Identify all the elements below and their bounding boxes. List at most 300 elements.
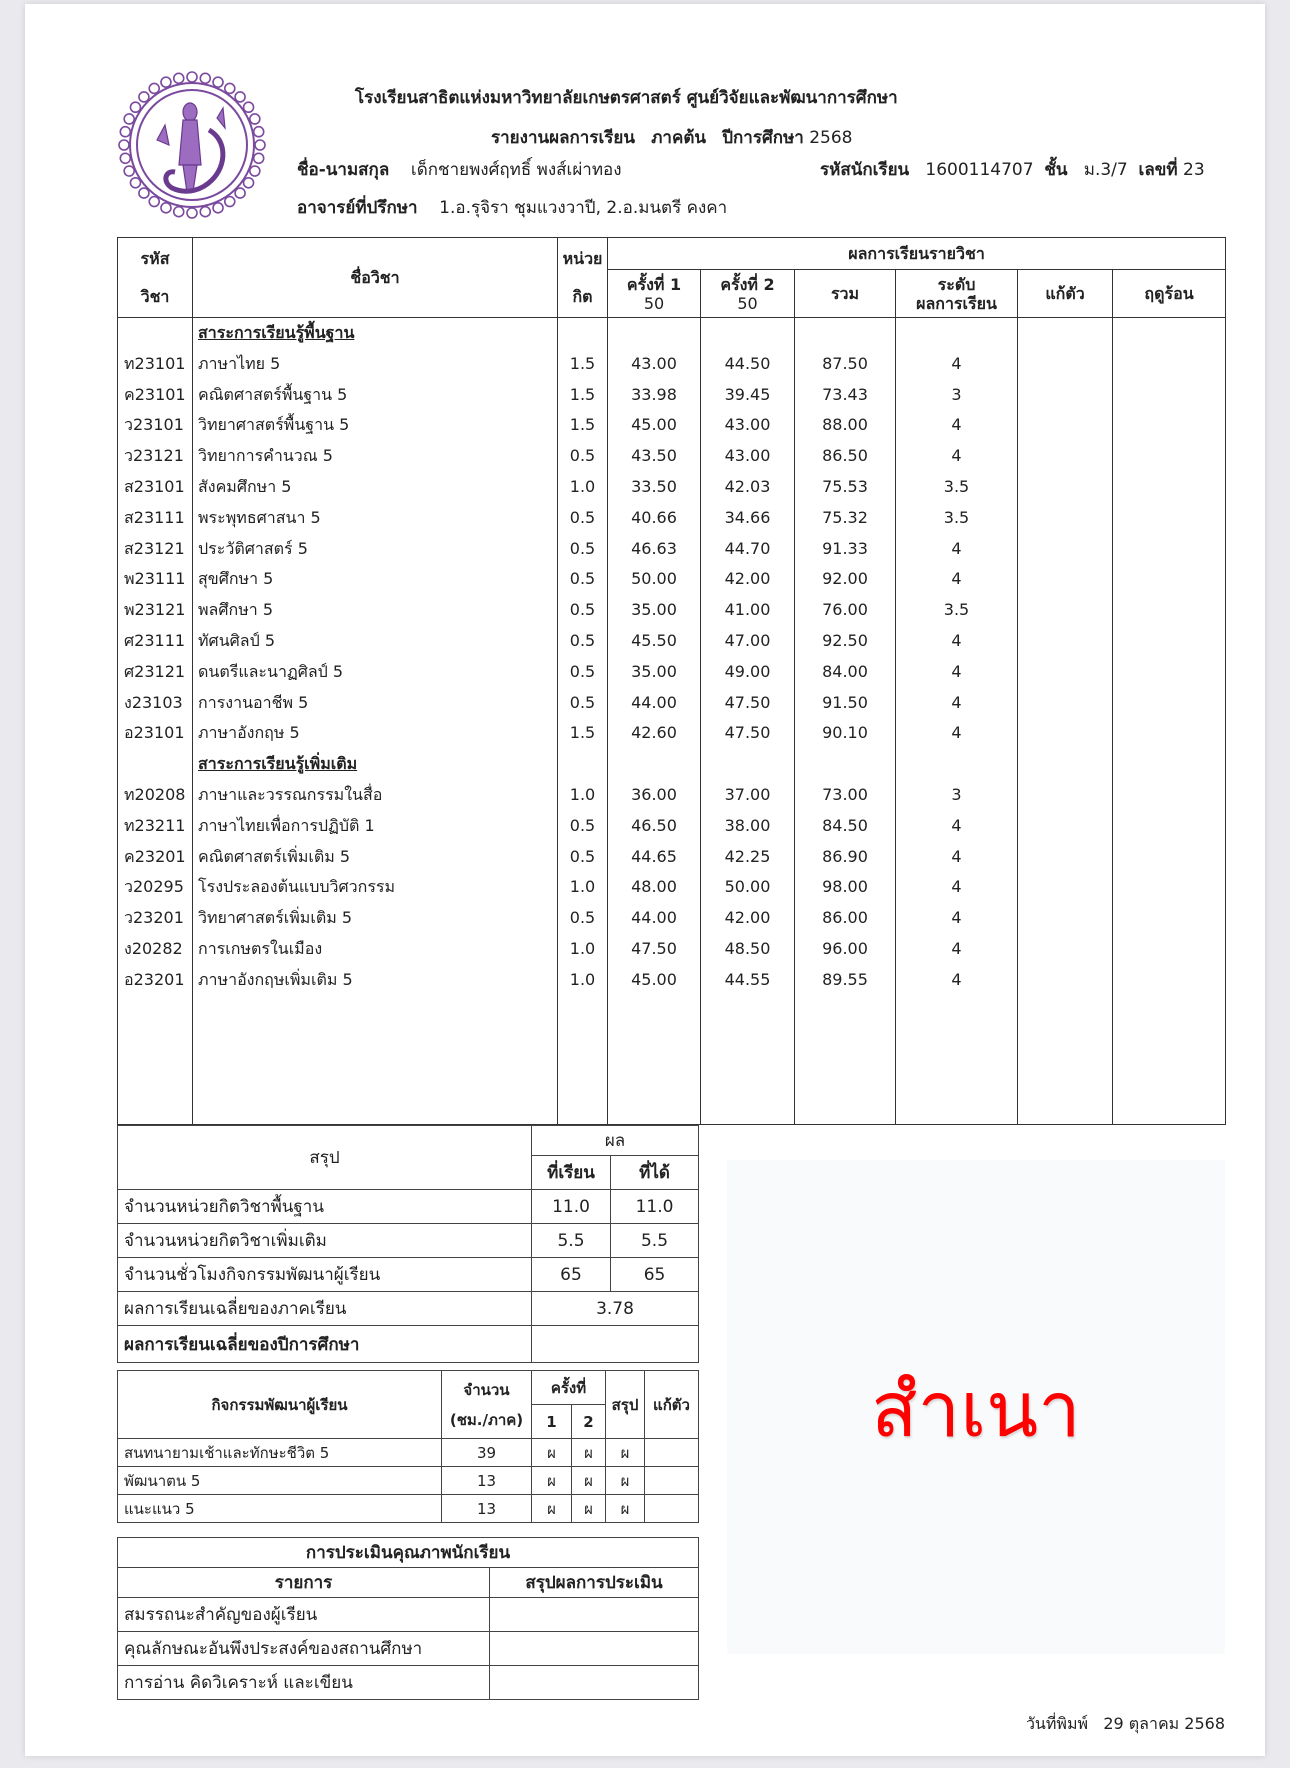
- subject-summer: [1113, 349, 1226, 380]
- summary-studied: 5.5: [532, 1224, 611, 1258]
- subject-row: [118, 534, 1226, 565]
- activity-retake: [645, 1495, 699, 1523]
- emblem-petal: [139, 188, 149, 198]
- subject-row: [118, 349, 1226, 380]
- subject-total: 73.43: [795, 380, 896, 411]
- subject-row: [118, 626, 1226, 657]
- subject-credit: 1.5: [558, 718, 608, 749]
- activity-t1: ผ: [532, 1439, 572, 1467]
- subject-retake: [1018, 534, 1113, 565]
- activity-result: ผ: [606, 1495, 645, 1523]
- subject-row: [118, 564, 1226, 595]
- subject-name: พลศึกษา 5: [193, 595, 558, 626]
- emblem-petal: [187, 208, 197, 218]
- summary-row-label: จำนวนชั่วโมงกิจกรรมพัฒนาผู้เรียน: [118, 1258, 532, 1292]
- subject-total: 75.32: [795, 503, 896, 534]
- summary-table: [117, 1125, 699, 1363]
- quality-label: การอ่าน คิดวิเคราะห์ และเขียน: [118, 1666, 490, 1700]
- quality-result: [490, 1598, 699, 1632]
- subject-summer: [1113, 688, 1226, 719]
- subject-row: [118, 657, 1226, 688]
- subject-exam2: 34.66: [701, 503, 795, 534]
- subject-retake: [1018, 842, 1113, 873]
- subject-row: [118, 965, 1226, 996]
- subject-grade: 4: [896, 934, 1018, 965]
- subject-retake: [1018, 718, 1113, 749]
- subject-credit: 0.5: [558, 842, 608, 873]
- subject-code: ง23103: [118, 688, 193, 719]
- subject-total: 87.50: [795, 349, 896, 380]
- subject-name: สังคมศึกษา 5: [193, 472, 558, 503]
- summary-studied: 65: [532, 1258, 611, 1292]
- subject-total: 73.00: [795, 780, 896, 811]
- subject-exam2: 48.50: [701, 934, 795, 965]
- header-results-group: ผลการเรียนรายวิชา: [608, 238, 1226, 270]
- subject-retake: [1018, 903, 1113, 934]
- subject-credit: 1.0: [558, 934, 608, 965]
- subject-row: [118, 718, 1226, 749]
- empty-cell: [1018, 996, 1113, 1125]
- subject-summer: [1113, 595, 1226, 626]
- subject-credit: 0.5: [558, 441, 608, 472]
- subject-code: ค23201: [118, 842, 193, 873]
- activities-title: กิจกรรมพัฒนาผู้เรียน: [118, 1371, 442, 1439]
- subject-exam2: 42.25: [701, 842, 795, 873]
- subject-name: การงานอาชีพ 5: [193, 688, 558, 719]
- subject-total: 86.00: [795, 903, 896, 934]
- subject-exam1: 43.00: [608, 349, 701, 380]
- subject-total: 88.00: [795, 410, 896, 441]
- empty-cell: [795, 318, 896, 349]
- subject-total: 86.50: [795, 441, 896, 472]
- subject-exam2: 49.00: [701, 657, 795, 688]
- name-label: ชื่อ-นามสกุล: [297, 160, 390, 180]
- subject-code: อ23101: [118, 718, 193, 749]
- subject-summer: [1113, 811, 1226, 842]
- subject-retake: [1018, 965, 1113, 996]
- activity-t2: ผ: [572, 1467, 606, 1495]
- empty-cell: [896, 996, 1018, 1125]
- subject-summer: [1113, 380, 1226, 411]
- subject-exam2: 42.00: [701, 564, 795, 595]
- subject-row: [118, 842, 1226, 873]
- quality-row: [118, 1632, 699, 1666]
- activity-t2: ผ: [572, 1495, 606, 1523]
- subject-code: ค23101: [118, 380, 193, 411]
- header-exam2: ครั้งที่ 2 50: [701, 270, 795, 318]
- subject-row: [118, 811, 1226, 842]
- class-label: ชั้น: [1044, 160, 1068, 180]
- activities-retake-header: แก้ตัว: [645, 1371, 699, 1439]
- print-date-label: วันที่พิมพ์: [1025, 1714, 1089, 1733]
- subject-retake: [1018, 410, 1113, 441]
- emblem-petal: [200, 73, 210, 83]
- subject-exam1: 50.00: [608, 564, 701, 595]
- subject-name: วิทยาศาสตร์พื้นฐาน 5: [193, 410, 558, 441]
- subject-total: 96.00: [795, 934, 896, 965]
- subject-exam2: 43.00: [701, 410, 795, 441]
- summary-earned: 5.5: [611, 1224, 699, 1258]
- subject-name: ภาษาไทย 5: [193, 349, 558, 380]
- subject-exam2: 44.50: [701, 349, 795, 380]
- subject-code: ว23101: [118, 410, 193, 441]
- gpa-year-value: [532, 1326, 699, 1363]
- activity-row: [118, 1467, 699, 1495]
- quality-result: [490, 1632, 699, 1666]
- emblem-petal: [139, 92, 149, 102]
- activities-t1-header: 1: [532, 1405, 572, 1439]
- subject-exam1: 44.00: [608, 688, 701, 719]
- subject-exam2: 44.55: [701, 965, 795, 996]
- emblem-petal: [130, 178, 140, 188]
- empty-cell: [193, 996, 558, 1125]
- subject-total: 75.53: [795, 472, 896, 503]
- header-subject-name: ชื่อวิชา: [193, 238, 558, 318]
- subject-summer: [1113, 534, 1226, 565]
- summary-row: [118, 1258, 699, 1292]
- emblem-petal: [149, 197, 159, 207]
- emblem-petal: [174, 207, 184, 217]
- subject-summer: [1113, 842, 1226, 873]
- section-code-cell: [118, 318, 193, 349]
- emblem-petal: [250, 166, 260, 176]
- activities-table: [117, 1370, 699, 1523]
- summary-earned-header: ที่ได้: [611, 1156, 699, 1190]
- activity-retake: [645, 1439, 699, 1467]
- subject-exam2: 37.00: [701, 780, 795, 811]
- subject-retake: [1018, 626, 1113, 657]
- emblem-petal: [213, 77, 223, 87]
- section-title: สาระการเรียนรู้เพิ่มเติม: [193, 749, 558, 780]
- subject-retake: [1018, 934, 1113, 965]
- empty-cell: [558, 318, 608, 349]
- print-date: [985, 1712, 1225, 1737]
- subject-retake: [1018, 472, 1113, 503]
- summary-studied: 11.0: [532, 1190, 611, 1224]
- emblem-petal: [254, 153, 264, 163]
- subject-row: [118, 595, 1226, 626]
- summary-title: สรุป: [118, 1126, 532, 1190]
- subject-exam1: 43.50: [608, 441, 701, 472]
- print-date-value: 29 ตุลาคม 2568: [1103, 1714, 1225, 1733]
- subject-exam2: 38.00: [701, 811, 795, 842]
- subject-exam1: 46.50: [608, 811, 701, 842]
- subject-exam2: 44.70: [701, 534, 795, 565]
- activity-t1: ผ: [532, 1467, 572, 1495]
- report-title-line: [491, 124, 853, 151]
- activity-hours: 13: [442, 1495, 532, 1523]
- subject-exam1: 48.00: [608, 872, 701, 903]
- student-name: เด็กชายพงศ์ฤทธิ์ พงส์เผ่าทอง: [410, 160, 622, 180]
- subject-summer: [1113, 564, 1226, 595]
- emblem-petal: [161, 77, 171, 87]
- subject-exam1: 36.00: [608, 780, 701, 811]
- subject-total: 90.10: [795, 718, 896, 749]
- subject-summer: [1113, 410, 1226, 441]
- subject-code: ท20208: [118, 780, 193, 811]
- subject-total: 84.00: [795, 657, 896, 688]
- subject-credit: 0.5: [558, 688, 608, 719]
- gpa-semester-label: ผลการเรียนเฉลี่ยของภาคเรียน: [118, 1292, 532, 1326]
- subject-exam2: 41.00: [701, 595, 795, 626]
- emblem-petal: [213, 203, 223, 213]
- subject-retake: [1018, 564, 1113, 595]
- quality-row: [118, 1598, 699, 1632]
- subject-total: 89.55: [795, 965, 896, 996]
- school-emblem-icon: [117, 70, 267, 220]
- quality-label: คุณลักษณะอันพึงประสงค์ของสถานศึกษา: [118, 1632, 490, 1666]
- subject-exam2: 43.00: [701, 441, 795, 472]
- activity-result: ผ: [606, 1439, 645, 1467]
- copy-stamp: สำเนา: [871, 1365, 1081, 1454]
- empty-cell: [701, 749, 795, 780]
- section-header-row: [118, 318, 1226, 349]
- subject-exam1: 45.00: [608, 965, 701, 996]
- section-code-cell: [118, 749, 193, 780]
- subject-total: 86.90: [795, 842, 896, 873]
- subject-credit: 1.0: [558, 872, 608, 903]
- subject-summer: [1113, 934, 1226, 965]
- number-label: เลขที่: [1138, 160, 1178, 180]
- subject-exam1: 47.50: [608, 934, 701, 965]
- quality-row: [118, 1666, 699, 1700]
- subject-row: [118, 903, 1226, 934]
- summary-row: [118, 1224, 699, 1258]
- header-retake: แก้ตัว: [1018, 270, 1113, 318]
- subject-exam1: 44.65: [608, 842, 701, 873]
- subject-exam1: 33.98: [608, 380, 701, 411]
- emblem-petal: [161, 203, 171, 213]
- subject-summer: [1113, 718, 1226, 749]
- emblem-petal: [187, 72, 197, 82]
- subject-total: 92.00: [795, 564, 896, 595]
- subject-code: ท23101: [118, 349, 193, 380]
- subject-grade: 4: [896, 842, 1018, 873]
- emblem-petal: [149, 83, 159, 93]
- subject-retake: [1018, 349, 1113, 380]
- year-label: ปีการศึกษา: [722, 128, 804, 148]
- subject-summer: [1113, 657, 1226, 688]
- subject-exam1: 40.66: [608, 503, 701, 534]
- subject-exam2: 42.03: [701, 472, 795, 503]
- activity-retake: [645, 1467, 699, 1495]
- subject-name: พระพุทธศาสนา 5: [193, 503, 558, 534]
- subject-name: คณิตศาสตร์เพิ่มเติม 5: [193, 842, 558, 873]
- subject-name: ภาษาไทยเพื่อการปฏิบัติ 1: [193, 811, 558, 842]
- subject-exam2: 47.50: [701, 688, 795, 719]
- quality-item-header: รายการ: [118, 1568, 490, 1598]
- subject-credit: 1.5: [558, 410, 608, 441]
- empty-cell: [1018, 318, 1113, 349]
- subject-exam1: 46.63: [608, 534, 701, 565]
- emblem-petal: [225, 83, 235, 93]
- subject-code: ว23201: [118, 903, 193, 934]
- subject-summer: [1113, 965, 1226, 996]
- activities-result-header: สรุป: [606, 1371, 645, 1439]
- subject-row: [118, 441, 1226, 472]
- copy-stamp-box: [727, 1160, 1225, 1654]
- subject-grade: 4: [896, 811, 1018, 842]
- subject-grade: 3: [896, 780, 1018, 811]
- subject-row: [118, 503, 1226, 534]
- subject-row: [118, 410, 1226, 441]
- subject-summer: [1113, 472, 1226, 503]
- gpa-semester-value: 3.78: [532, 1292, 699, 1326]
- subject-total: 92.50: [795, 626, 896, 657]
- subject-code: พ23121: [118, 595, 193, 626]
- activity-result: ผ: [606, 1467, 645, 1495]
- summary-row-label: จำนวนหน่วยกิตวิชาเพิ่มเติม: [118, 1224, 532, 1258]
- quality-result-header: สรุปผลการประเมิน: [490, 1568, 699, 1598]
- emblem-petal: [250, 114, 260, 124]
- subject-exam1: 45.50: [608, 626, 701, 657]
- empty-cell: [795, 749, 896, 780]
- subject-name: ทัศนศิลป์ 5: [193, 626, 558, 657]
- empty-cell: [896, 318, 1018, 349]
- activity-name: พัฒนาตน 5: [118, 1467, 442, 1495]
- subject-grade: 3.5: [896, 503, 1018, 534]
- subject-summer: [1113, 503, 1226, 534]
- section-title: สาระการเรียนรู้พื้นฐาน: [193, 318, 558, 349]
- subject-credit: 1.5: [558, 380, 608, 411]
- subject-grade: 4: [896, 688, 1018, 719]
- year-value: 2568: [809, 128, 853, 148]
- subject-grade: 4: [896, 718, 1018, 749]
- subject-credit: 0.5: [558, 564, 608, 595]
- number-value: 23: [1183, 160, 1205, 180]
- subject-summer: [1113, 903, 1226, 934]
- quality-table: [117, 1537, 699, 1700]
- header-exam1: ครั้งที่ 1 50: [608, 270, 701, 318]
- subject-exam1: 35.00: [608, 595, 701, 626]
- empty-cell: [608, 996, 701, 1125]
- empty-cell: [608, 318, 701, 349]
- report-page: [25, 4, 1265, 1756]
- subject-exam2: 47.00: [701, 626, 795, 657]
- subject-row: [118, 780, 1226, 811]
- subject-code: ว20295: [118, 872, 193, 903]
- summary-result-header: ผล: [532, 1126, 699, 1156]
- empty-cell: [701, 996, 795, 1125]
- quality-result: [490, 1666, 699, 1700]
- subject-exam1: 44.00: [608, 903, 701, 934]
- header-grade: ระดับ ผลการเรียน: [896, 270, 1018, 318]
- subject-credit: 0.5: [558, 657, 608, 688]
- subject-name: ภาษาอังกฤษ 5: [193, 718, 558, 749]
- empty-cell: [558, 749, 608, 780]
- emblem-petal: [119, 140, 129, 150]
- subject-summer: [1113, 626, 1226, 657]
- activities-hours-header: จำนวน (ชม./ภาค): [442, 1371, 532, 1439]
- subject-retake: [1018, 503, 1113, 534]
- class-value: ม.3/7: [1083, 160, 1128, 180]
- subject-retake: [1018, 872, 1113, 903]
- subject-retake: [1018, 688, 1113, 719]
- subject-credit: 0.5: [558, 626, 608, 657]
- subject-name: ภาษาและวรรณกรรมในสื่อ: [193, 780, 558, 811]
- subject-retake: [1018, 811, 1113, 842]
- school-name: โรงเรียนสาธิตแห่งมหาวิทยาลัยเกษตรศาสตร์ ศูนย์วิจัยและพัฒนาการศึกษา: [355, 88, 898, 108]
- subject-exam1: 45.00: [608, 410, 701, 441]
- empty-cell: [118, 996, 193, 1125]
- empty-cell: [1113, 749, 1226, 780]
- emblem-petal: [254, 127, 264, 137]
- subject-exam2: 47.50: [701, 718, 795, 749]
- subject-row: [118, 872, 1226, 903]
- empty-cell: [608, 749, 701, 780]
- subject-exam2: 50.00: [701, 872, 795, 903]
- subject-name: วิทยาการคำนวณ 5: [193, 441, 558, 472]
- emblem-petal: [120, 127, 130, 137]
- subject-name: สุขศึกษา 5: [193, 564, 558, 595]
- activity-hours: 39: [442, 1439, 532, 1467]
- subject-name: ดนตรีและนาฏศิลป์ 5: [193, 657, 558, 688]
- subject-summer: [1113, 441, 1226, 472]
- subject-exam2: 42.00: [701, 903, 795, 934]
- subject-grade: 4: [896, 903, 1018, 934]
- subject-retake: [1018, 780, 1113, 811]
- subject-code: ศ23111: [118, 626, 193, 657]
- subject-code: ง20282: [118, 934, 193, 965]
- subject-code: ศ23121: [118, 657, 193, 688]
- header-summer: ฤดูร้อน: [1113, 270, 1226, 318]
- activities-times-header: ครั้งที่: [532, 1371, 606, 1405]
- section-header-row: [118, 749, 1226, 780]
- report-title: รายงานผลการเรียน: [491, 128, 635, 148]
- subject-grade: 4: [896, 564, 1018, 595]
- subject-total: 91.50: [795, 688, 896, 719]
- subject-credit: 1.5: [558, 349, 608, 380]
- subject-grade: 4: [896, 349, 1018, 380]
- advisor-line: [297, 194, 727, 221]
- subject-grade: 4: [896, 441, 1018, 472]
- empty-cell: [1113, 318, 1226, 349]
- subject-credit: 1.0: [558, 472, 608, 503]
- subject-row: [118, 472, 1226, 503]
- activity-name: แนะแนว 5: [118, 1495, 442, 1523]
- subject-total: 91.33: [795, 534, 896, 565]
- activity-t2: ผ: [572, 1439, 606, 1467]
- subject-grade: 3.5: [896, 472, 1018, 503]
- subject-grade: 4: [896, 657, 1018, 688]
- subject-code: ว23121: [118, 441, 193, 472]
- subject-name: การเกษตรในเมือง: [193, 934, 558, 965]
- emblem-petal: [124, 166, 134, 176]
- emblem-petal: [244, 178, 254, 188]
- subject-code: ส23111: [118, 503, 193, 534]
- header-credit: หน่วย กิต: [558, 238, 608, 318]
- subject-code: ส23101: [118, 472, 193, 503]
- subject-code: ส23121: [118, 534, 193, 565]
- subject-retake: [1018, 657, 1113, 688]
- summary-earned: 11.0: [611, 1190, 699, 1224]
- subject-grade: 4: [896, 410, 1018, 441]
- quality-label: สมรรถนะสำคัญของผู้เรียน: [118, 1598, 490, 1632]
- summary-studied-header: ที่เรียน: [532, 1156, 611, 1190]
- student-id-line: [820, 156, 1205, 183]
- header-total: รวม: [795, 270, 896, 318]
- empty-cell: [701, 318, 795, 349]
- subject-retake: [1018, 441, 1113, 472]
- subject-grade: 4: [896, 626, 1018, 657]
- subject-row: [118, 380, 1226, 411]
- grades-table: [117, 237, 1226, 1125]
- gpa-year-label: ผลการเรียนเฉลี่ยของปีการศึกษา: [118, 1326, 532, 1363]
- summary-row-label: จำนวนหน่วยกิตวิชาพื้นฐาน: [118, 1190, 532, 1224]
- subject-retake: [1018, 380, 1113, 411]
- subject-grade: 4: [896, 534, 1018, 565]
- activity-row: [118, 1439, 699, 1467]
